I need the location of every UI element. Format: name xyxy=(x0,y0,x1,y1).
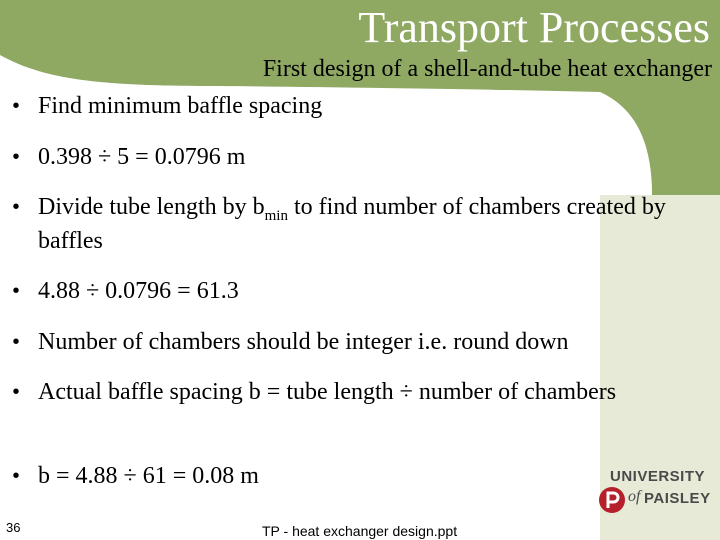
footer-text: TP - heat exchanger design.ppt xyxy=(262,523,458,539)
university-logo xyxy=(598,468,711,522)
bullet-dot-icon: • xyxy=(12,465,20,487)
slide-subtitle: First design of a shell-and-tube heat exchanger xyxy=(262,56,712,82)
subscript-min: min xyxy=(264,208,288,224)
bullet-text: 4.88 ÷ 0.0796 = 61.3 xyxy=(38,278,239,304)
logo-p-icon xyxy=(598,486,626,514)
logo-university-text: UNIVERSITY xyxy=(610,468,706,485)
bullet-dot-icon: • xyxy=(12,280,20,302)
bullet-text: Actual baffle spacing b = tube length ÷ number of chambers xyxy=(38,379,617,405)
bullet-dot-icon: • xyxy=(12,146,20,168)
bullet-dot-icon: • xyxy=(12,95,20,117)
bullet-text xyxy=(38,190,678,258)
bullet-text: Number of chambers should be integer i.e. round down xyxy=(38,329,569,355)
bullet-dot-icon: • xyxy=(12,196,20,218)
bullet-text-part: Divide tube length by b xyxy=(38,194,265,220)
slide-number: 36 xyxy=(6,520,21,535)
logo-of-text: of xyxy=(628,488,641,505)
slide-title: Transport Processes xyxy=(358,3,710,52)
bullet-text: 0.398 ÷ 5 = 0.0796 m xyxy=(38,144,246,170)
bullet-dot-icon: • xyxy=(12,331,20,353)
bullet-text: b = 4.88 ÷ 61 = 0.08 m xyxy=(38,463,259,489)
logo-paisley-text: PAISLEY xyxy=(644,490,711,507)
bullet-text-part: to find number of chambers created by baffles xyxy=(38,194,666,254)
bullet-text: Find minimum baffle spacing xyxy=(38,93,323,119)
bullet-dot-icon: • xyxy=(12,381,20,403)
